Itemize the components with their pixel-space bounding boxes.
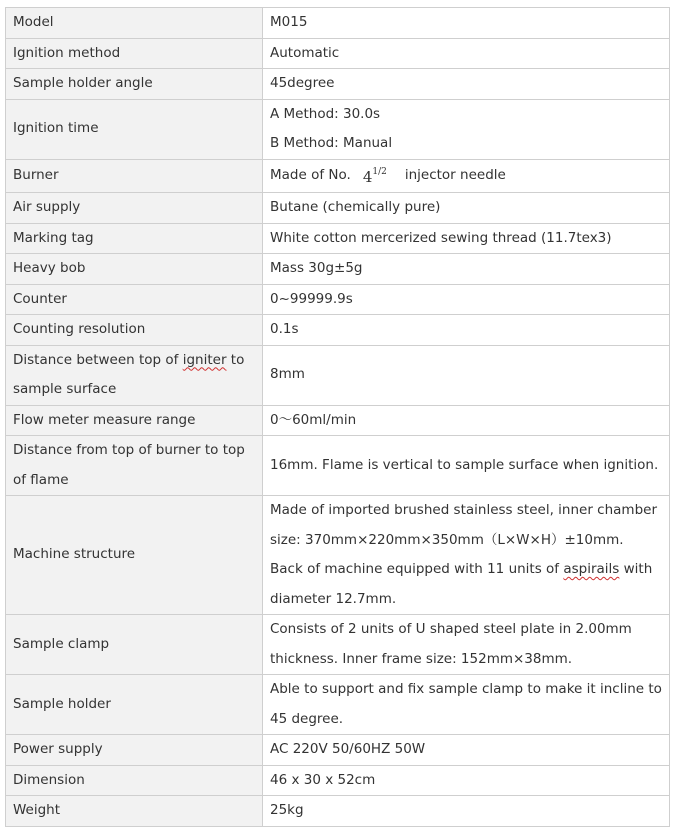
label-line: Distance between top of igniter to [13, 351, 245, 368]
row-label: Counting resolution [6, 315, 263, 346]
row-value: Mass 30g±5g [263, 254, 670, 285]
row-label: Machine structure [6, 496, 263, 615]
row-label: Ignition time [6, 99, 263, 159]
row-label: Burner [6, 159, 263, 193]
value-line: B Method: Manual [270, 135, 393, 151]
row-value [263, 159, 670, 193]
row-value: 0～60ml/min [263, 405, 670, 436]
table-row [6, 675, 670, 735]
row-value [263, 99, 670, 159]
table-row [6, 254, 670, 285]
row-label [6, 345, 263, 405]
row-label: Sample holder angle [6, 69, 263, 100]
table-row [6, 38, 670, 69]
table-row [6, 315, 670, 346]
row-label: Air supply [6, 193, 263, 224]
value-suffix: injector needle [404, 166, 506, 183]
row-value: M015 [263, 8, 670, 39]
row-label: Flow meter measure range [6, 405, 263, 436]
row-label: Dimension [6, 765, 263, 796]
row-label: Sample clamp [6, 615, 263, 675]
row-value [263, 496, 670, 615]
row-value: 16mm. Flame is vertical to sample surface when ignition. [263, 436, 670, 496]
value-prefix: Made of No. [270, 166, 351, 183]
row-value: 25kg [263, 796, 670, 827]
row-value: 0~99999.9s [263, 284, 670, 315]
value-line: 45 degree. [270, 710, 344, 727]
value-line: A Method: 30.0s [270, 105, 381, 122]
value-line: Consists of 2 units of U shaped steel plate in 2.00mm [270, 621, 632, 637]
fraction-whole: 4 [362, 167, 373, 186]
needle-size-fraction [363, 168, 387, 186]
misspelled-word: aspirails [563, 561, 620, 577]
table-row [6, 436, 670, 496]
row-value: 0.1s [263, 315, 670, 346]
row-label: Ignition method [6, 38, 263, 69]
row-value [263, 675, 670, 735]
table-row [6, 765, 670, 796]
row-label: Marking tag [6, 223, 263, 254]
row-label [6, 436, 263, 496]
table-row [6, 99, 670, 159]
label-line: of flame [13, 471, 69, 488]
row-value [263, 615, 670, 675]
spec-table [5, 7, 670, 827]
fraction-part: 1/2 [372, 166, 387, 177]
label-line: sample surface [13, 381, 117, 397]
table-row [6, 8, 670, 39]
row-label: Sample holder [6, 675, 263, 735]
row-label: Model [6, 8, 263, 39]
row-value: 8mm [263, 345, 670, 405]
row-value: Automatic [263, 38, 670, 69]
table-row [6, 223, 670, 254]
row-label: Heavy bob [6, 254, 263, 285]
table-row [6, 69, 670, 100]
label-line: Distance from top of burner to top [13, 442, 245, 458]
row-label: Power supply [6, 735, 263, 766]
value-line: Able to support and fix sample clamp to make it incline to [270, 681, 662, 697]
table-row [6, 615, 670, 675]
table-row [6, 796, 670, 827]
misspelled-word: igniter [182, 351, 227, 368]
value-line: thickness. Inner frame size: 152mm×38mm. [270, 650, 573, 667]
table-row [6, 496, 670, 615]
table-row [6, 345, 670, 405]
row-value: AC 220V 50/60HZ 50W [263, 735, 670, 766]
value-line: Back of machine equipped with 11 units of aspirails with [270, 561, 653, 577]
value-line: Made of imported brushed stainless steel, inner chamber [270, 502, 657, 518]
value-line: size: 370mm×220mm×350mm（L×W×H）±10mm. [270, 531, 624, 548]
table-row [6, 193, 670, 224]
table-row [6, 735, 670, 766]
row-value: 46 x 30 x 52cm [263, 765, 670, 796]
value-line: diameter 12.7mm. [270, 590, 397, 607]
row-label: Counter [6, 284, 263, 315]
table-row [6, 284, 670, 315]
row-value: 45degree [263, 69, 670, 100]
row-value: Butane (chemically pure) [263, 193, 670, 224]
row-value: White cotton mercerized sewing thread (11.7tex3) [263, 223, 670, 254]
table-row [6, 159, 670, 193]
row-label: Weight [6, 796, 263, 827]
table-row [6, 405, 670, 436]
